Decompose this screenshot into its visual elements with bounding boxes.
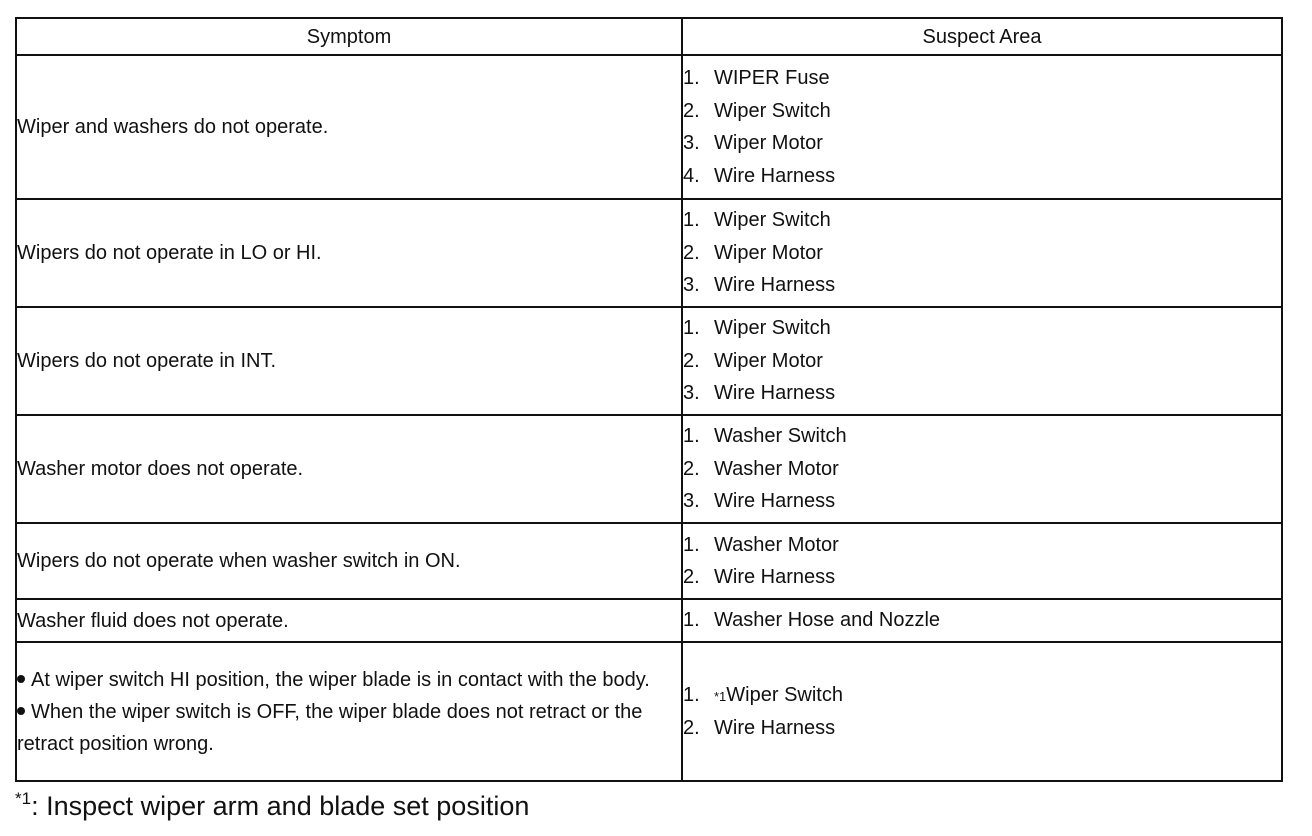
suspect-area-item	[683, 95, 1281, 128]
item-text: Wiper Switch	[714, 317, 831, 340]
item-text: Wiper Switch	[714, 209, 831, 232]
item-number: 2.	[683, 241, 700, 264]
suspect-area-item	[683, 127, 1281, 160]
table-body	[16, 55, 1282, 781]
suspect-area-item	[683, 561, 1281, 594]
suspect-area-cell	[682, 599, 1282, 642]
item-text: Wiper Motor	[714, 241, 823, 264]
item-text: Wire Harness	[714, 164, 836, 187]
symptom-text: Wipers do not operate in INT.	[17, 350, 277, 372]
table-row	[16, 599, 1282, 642]
bullet-icon	[17, 675, 25, 683]
symptom-cell	[16, 415, 682, 523]
item-number: 1.	[683, 425, 700, 448]
item-number: 2.	[683, 566, 700, 588]
suspect-area-list	[683, 679, 1281, 744]
suspect-area-list	[683, 529, 1281, 594]
item-text: Washer Switch	[714, 425, 847, 448]
suspect-area-item	[683, 529, 1281, 562]
suspect-area-item	[683, 420, 1281, 453]
footnote-text: : Inspect wiper arm and blade set position	[31, 791, 530, 821]
suspect-area-list	[683, 312, 1281, 410]
suspect-area-cell	[682, 307, 1282, 415]
suspect-area-list	[683, 62, 1281, 192]
item-text: Wire Harness	[714, 490, 836, 513]
item-text: Wiper Motor	[714, 349, 823, 372]
item-text: Washer Motor	[714, 533, 839, 556]
symptom-cell	[16, 523, 682, 599]
item-number: 1.	[683, 609, 700, 632]
item-number: 3.	[683, 274, 700, 297]
symptom-text: Wipers do not operate in LO or HI.	[17, 242, 322, 264]
suspect-area-cell	[682, 55, 1282, 199]
item-text: Wiper Motor	[714, 132, 823, 154]
item-number: 1.	[683, 67, 700, 89]
footnote-mark: *1	[15, 789, 32, 808]
symptom-bullet-item	[17, 664, 681, 696]
symptom-bullet-text: At wiper switch HI position, the wiper blade is in contact with the body.	[31, 668, 650, 691]
suspect-area-item	[683, 377, 1281, 410]
suspect-area-list	[683, 204, 1281, 302]
symptom-text: Wiper and washers do not operate.	[17, 116, 329, 138]
item-number: 3.	[683, 382, 700, 405]
suspect-area-item	[683, 312, 1281, 345]
header-symptom: Symptom	[16, 18, 682, 55]
item-number: 2.	[683, 349, 700, 372]
suspect-area-cell	[682, 199, 1282, 307]
header-row	[16, 18, 1282, 55]
suspect-area-cell	[682, 415, 1282, 523]
item-number: 2.	[683, 457, 700, 480]
table-row	[16, 415, 1282, 523]
symptom-text: Washer motor does not operate.	[17, 458, 304, 480]
item-number: 2.	[683, 99, 700, 122]
item-number: 3.	[683, 132, 700, 154]
table-row	[16, 199, 1282, 307]
suspect-area-item	[683, 453, 1281, 486]
symptom-cell	[16, 55, 682, 199]
symptom-cell	[16, 599, 682, 642]
symptom-text: Washer fluid does not operate.	[17, 609, 289, 632]
suspect-area-item	[683, 712, 1281, 745]
item-number: 3.	[683, 490, 700, 513]
item-text: Wire Harness	[714, 716, 836, 739]
symptom-cell	[16, 199, 682, 307]
suspect-area-item	[683, 204, 1281, 237]
suspect-area-list	[683, 420, 1281, 518]
item-text: Wire Harness	[714, 382, 836, 405]
suspect-area-cell	[682, 642, 1282, 781]
suspect-area-list	[683, 604, 1281, 637]
symptom-text: Wipers do not operate when washer switch in ON.	[17, 550, 461, 572]
table-row	[16, 55, 1282, 199]
item-number: 1.	[683, 209, 700, 232]
symptom-bullet-item	[17, 696, 681, 760]
item-text: Wire Harness	[714, 566, 836, 588]
troubleshooting-table	[15, 17, 1283, 782]
suspect-area-item	[683, 237, 1281, 270]
symptom-cell	[16, 307, 682, 415]
symptom-bullet-text: When the wiper switch is OFF, the wiper blade does not retract or the retract position wrong.	[17, 700, 643, 755]
footnote	[15, 790, 529, 822]
symptom-cell	[16, 642, 682, 781]
table-row	[16, 523, 1282, 599]
bullet-icon	[17, 707, 25, 715]
item-number: 2.	[683, 716, 700, 739]
suspect-area-item	[683, 160, 1281, 193]
suspect-area-cell	[682, 523, 1282, 599]
item-text: Wiper Switch	[714, 99, 831, 122]
item-text: WIPER Fuse	[714, 67, 830, 89]
table-row	[16, 642, 1282, 781]
suspect-area-item	[683, 269, 1281, 302]
item-text: Wiper Switch	[726, 684, 843, 706]
item-text: Washer Motor	[714, 457, 839, 480]
suspect-area-item: 1. *1 Wiper Switch	[683, 679, 1281, 712]
suspect-area-item	[683, 62, 1281, 95]
suspect-area-item	[683, 345, 1281, 378]
item-text: Washer Hose and Nozzle	[714, 609, 941, 632]
item-number: 1.	[683, 317, 700, 340]
suspect-area-item	[683, 485, 1281, 518]
table-row	[16, 307, 1282, 415]
item-number: 4.	[683, 164, 700, 187]
suspect-area-item	[683, 604, 1281, 637]
header-suspect-area: Suspect Area	[682, 18, 1282, 55]
item-text: Wire Harness	[714, 274, 836, 297]
item-number: 1.	[683, 684, 700, 706]
item-number: 1.	[683, 533, 700, 556]
